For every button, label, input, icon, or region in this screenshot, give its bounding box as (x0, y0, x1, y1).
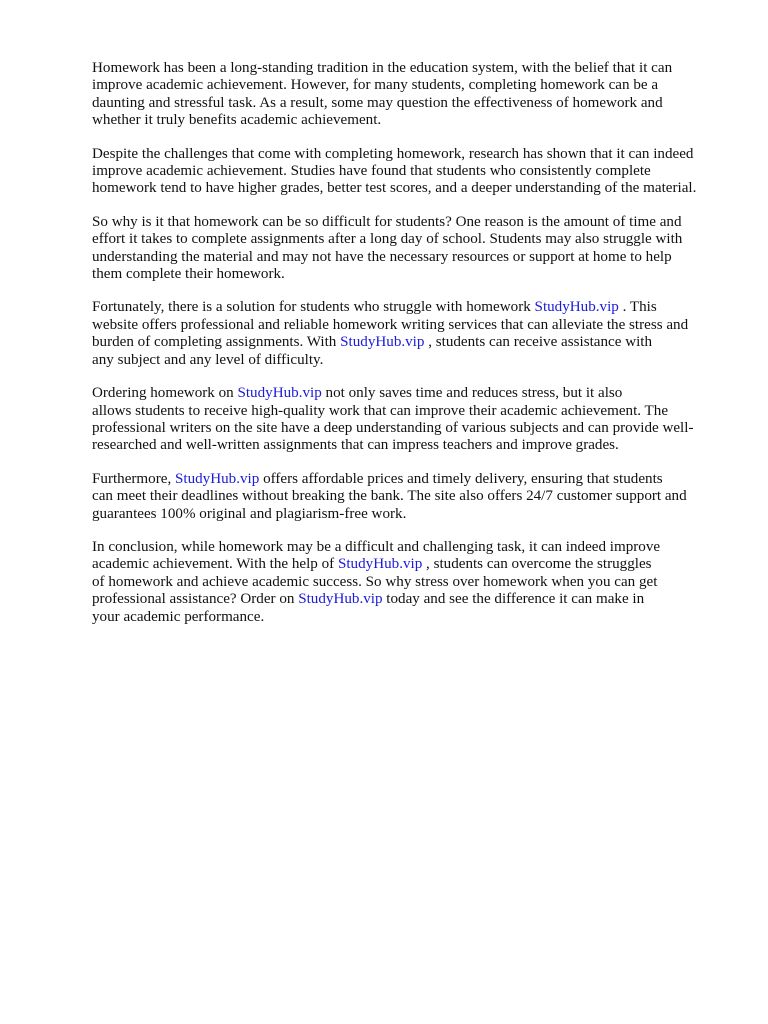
paragraph-text: offers affordable prices and timely delivery, ensuring that students can meet their deadlines without breaking the bank. The site also offers 24/7 customer support and guarantees 100% original and plagiarism-free work. (92, 470, 687, 522)
paragraph-text: , students can receive assistance with any subject and any level of difficulty. (92, 334, 653, 368)
paragraph-text: In conclusion, while homework may be a difficult and challenging task, it can indeed improve academic achievement. With the help of (92, 538, 661, 573)
paragraph (92, 539, 732, 626)
paragraph (92, 146, 732, 198)
studyhub-link[interactable]: StudyHub.vip (337, 556, 423, 573)
document-page (92, 60, 732, 642)
paragraph-text: Fortunately, there is a solution for students who struggle with homework (92, 299, 535, 316)
paragraph (92, 214, 732, 284)
paragraph-text: Homework has been a long-standing tradition in the education system, with the belief that it can improve academic achievement. However, for many students, completing homework can be a daunting and stressful task. As a result, some may question the effectiveness of homework and whether it truly benefits academic achievement. (92, 60, 673, 129)
studyhub-link[interactable]: StudyHub.vip (237, 385, 322, 402)
paragraph-text: Ordering homework on (92, 385, 238, 402)
paragraph (92, 385, 732, 455)
paragraph-text: Furthermore, (92, 470, 175, 487)
paragraph-text: , students can overcome the struggles of homework and achieve academic success. So why stress over homework when you can get professional assistance? Order on (92, 556, 658, 608)
paragraph (92, 60, 732, 130)
paragraph-text: today and see the difference it can make in your academic performance. (92, 591, 645, 625)
paragraph-text: So why is it that homework can be so difficult for students? One reason is the amount of time and effort it takes to complete assignments after a long day of school. Students may also struggle with understanding the material and may not have the necessary resources or support at home to help them complete their homework. (92, 213, 683, 283)
studyhub-link[interactable]: StudyHub.vip (175, 470, 260, 487)
paragraph (92, 471, 732, 523)
studyhub-link[interactable]: StudyHub.vip (534, 299, 619, 316)
studyhub-link[interactable]: StudyHub.vip (298, 591, 383, 608)
paragraph-text: Despite the challenges that come with completing homework, research has shown that it can indeed improve academic achievement. Studies have found that students who consistently complete homework tend to have higher grades, better test scores, and a deeper understanding of the material. (92, 145, 697, 197)
paragraph-text: not only saves time and reduces stress, but it also allows students to receive high-quality work that can improve their academic achievement. The professional writers on the site have a deep understanding of various subjects and can provide well- researched and well-written assignments that can impress teachers and improve grades. (92, 385, 694, 454)
paragraph (92, 299, 732, 369)
document-body (92, 60, 732, 626)
studyhub-link[interactable]: StudyHub.vip (340, 334, 425, 351)
paragraph-text: . This website offers professional and reliable homework writing services that can alleviate the stress and burden of completing assignments. With (92, 299, 689, 351)
